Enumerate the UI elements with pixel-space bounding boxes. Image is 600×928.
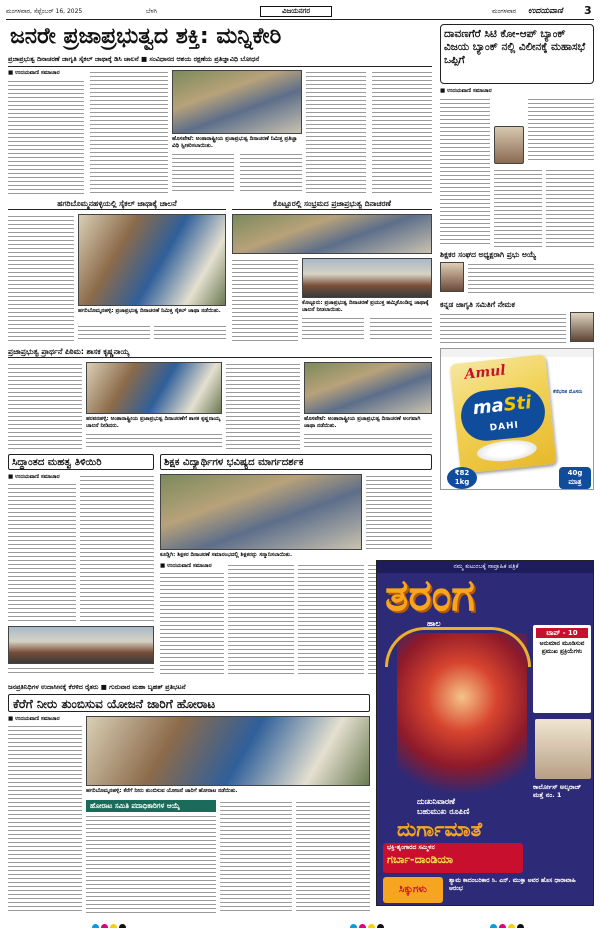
siddhanta-headline: ಸಿದ್ಧಾಂತದ ಮಹತ್ವ ತಿಳಿಯಿರಿ bbox=[8, 454, 154, 470]
portrait-photo-1 bbox=[494, 126, 524, 164]
registration-marks-mid bbox=[350, 916, 386, 928]
cycle-text-col-1 bbox=[8, 214, 74, 342]
amul-tagline: ಕೆನೆಭರಿತ ಮೊಸರು bbox=[553, 389, 583, 395]
taranga-bottom-right: ಶ್ಯಾಮ ಕಾದಂಬರಿಕಾರ ಸಿ. ಎನ್. ಮುಕ್ತಾ ಅವರ ಹೊಸ ಧಾರಾವಾಹಿ ಆರಂಭ bbox=[449, 877, 576, 892]
amul-price-badge-2 bbox=[559, 467, 591, 489]
brief-teacher-title: ಶಿಕ್ಷಕರ ಸಂಘದ ಅಧ್ಯಕ್ಷರಾಗಿ ಪ್ರಭು ಅಯ್ಯೆ bbox=[440, 250, 537, 259]
kottur-photo bbox=[232, 214, 432, 254]
kottur-caption: ಕೊಟ್ಟೂರು: ಪ್ರಜಾಪ್ರಭುತ್ವ ದಿನಾಚರಣೆ ಪ್ರಯುಕ್ತ ಹಮ್ಮಿಕೊಂಡಿದ್ದ ಜಾಥಾಕ್ಕೆ ಚಾಲನೆ ನೀಡಲಾಯಿತು. bbox=[302, 300, 429, 313]
shikshaka-byline: ■ ಉದಯವಾಣಿ ಸಮಾಚಾರ bbox=[160, 563, 212, 569]
shikshaka-text-col-3 bbox=[228, 563, 294, 676]
cyan-dot-icon bbox=[92, 924, 99, 928]
taranga-top10-box bbox=[533, 625, 591, 713]
right-text-col-2 bbox=[494, 168, 542, 247]
black-dot-icon bbox=[517, 924, 524, 928]
siddhanta-byline: ■ ಉದಯವಾಣಿ ಸಮಾಚಾರ bbox=[8, 474, 60, 480]
lead-text-col-6 bbox=[372, 70, 432, 194]
yellow-dot-icon bbox=[508, 924, 515, 928]
taranga-goddess: ದುರ್ಗಾಮಾತೆ bbox=[397, 817, 482, 841]
lake-caption: ಹಗರಿಬೊಮ್ಮನಹಳ್ಳಿ: ಕೆರೆಗೆ ನೀರು ತುಂಬಿಸುವ ಯೋಜನೆ ಜಾರಿಗೆ ಹೋರಾಟ ನಡೆಯಿತು. bbox=[86, 788, 238, 794]
taranga-inline2: ಬಹುಮುಖ ರೂಪಿಣಿ bbox=[417, 807, 470, 816]
brief-kannada-text bbox=[440, 312, 566, 344]
masthead bbox=[6, 6, 594, 18]
honors-text bbox=[86, 814, 216, 914]
shikshaka-headline: ಶಿಕ್ಷಕ ವಿದ್ಯಾರ್ಥಿಗಳ ಭವಿಷ್ಯದ ಮಾರ್ಗದರ್ಶಕ bbox=[160, 454, 432, 470]
right-text-col-4 bbox=[546, 168, 594, 247]
portrait-photo-2 bbox=[440, 262, 464, 292]
dahi-bowl-icon bbox=[476, 438, 538, 464]
cycle-photo bbox=[78, 214, 226, 306]
lead-text-col-2 bbox=[90, 70, 168, 194]
lead-text-col-3 bbox=[172, 152, 234, 194]
lead-headline: ಜನರೇ ಪ್ರಜಾಪ್ರಭುತ್ವದ ಶಕ್ತಿ: ಮನ್ನಿಕೇರಿ bbox=[10, 24, 282, 49]
temple-arch bbox=[385, 627, 531, 667]
magenta-dot-icon bbox=[101, 924, 108, 928]
kottur-text-col-3 bbox=[370, 316, 432, 342]
amul-ad-topbar bbox=[441, 349, 594, 357]
lead-caption: ಹೊಸಪೇಟೆ: ಅಂತಾರಾಷ್ಟ್ರೀಯ ಪ್ರಜಾಪ್ರಭುತ್ವ ದಿನಾಚರಣೆ ನಿಮಿತ್ತ ಪ್ರತಿಜ್ಞಾ ವಿಧಿ ಸ್ವೀಕರಿಸಲಾಯಿತು. bbox=[172, 136, 298, 149]
right-top-headline: ದಾವಣಗೆರೆ ಸಿಟಿ ಕೋ-ಆಪ್ ಬ್ಯಾಂಕ್ ವಿಜಯ ಬ್ಯಾಂಕ್ ನಲ್ಲಿ ವಿಲೀನಕ್ಕೆ ಮಹಾಸಭೆ ಒಪ್ಪಿಗೆ bbox=[444, 28, 586, 66]
lead-rule bbox=[8, 66, 432, 67]
lake-text-col-1 bbox=[8, 724, 82, 914]
kottur-text-col-2 bbox=[302, 316, 364, 342]
lead-text-col-5 bbox=[306, 70, 366, 194]
amul-variant: DAHI bbox=[489, 420, 520, 434]
lake-byline: ■ ಉದಯವಾಣಿ ಸಮಾಚಾರ bbox=[8, 716, 60, 722]
cycle-text-col-2 bbox=[78, 324, 150, 342]
section-harpanahalli-title: ಪ್ರಜಾಪ್ರಭುತ್ವ ಪ್ರಾರ್ಥನೆ ಪಿಠಿಮ: ಶಾಸಕ ಕೃಷ್ಣನಾಯ್ಕ bbox=[8, 346, 432, 358]
amul-pouch bbox=[450, 354, 557, 473]
section-tag: ವಿಜಯನಗರ bbox=[260, 6, 332, 17]
taranga-feature-box bbox=[383, 843, 523, 873]
cyan-dot-icon bbox=[350, 924, 357, 928]
lead-text-col-4 bbox=[240, 152, 302, 194]
right-text-col-3 bbox=[528, 97, 594, 163]
page-number: 3 bbox=[584, 4, 592, 17]
amul-product-a: ma bbox=[471, 394, 505, 420]
black-dot-icon bbox=[119, 924, 126, 928]
siddhanta-photo bbox=[8, 626, 154, 664]
amul-size-1: 1kg bbox=[454, 478, 470, 486]
amul-price-badge-1 bbox=[447, 467, 477, 489]
section-kottur-title: ಕೊಟ್ಟೂರಲ್ಲಿ ಸಂಭ್ರಮದ ಪ್ರಜಾಪ್ರಭುತ್ವ ದಿನಾಚರಣೆ bbox=[232, 198, 432, 210]
siddhanta-text-col-2 bbox=[80, 474, 154, 622]
amul-product-badge bbox=[459, 385, 548, 444]
amul-price-2: 40g bbox=[567, 469, 583, 477]
harp-caption-1: ಹರಪನಹಳ್ಳಿ: ಅಂತಾರಾಷ್ಟ್ರೀಯ ಪ್ರಜಾಪ್ರಭುತ್ವ ದಿನಾಚರಣೆಗೆ ಶಾಸಕ ಕೃಷ್ಣನಾಯ್ಕ ಚಾಲನೆ ನೀಡಿದರು. bbox=[86, 416, 221, 429]
harp-text-col-2 bbox=[86, 432, 222, 450]
taranga-inline1: ದುಃಖನಿವಾರಣೆ bbox=[417, 797, 455, 806]
taranga-title: ತರಂಗ bbox=[385, 570, 475, 621]
shikshaka-text-col-1 bbox=[366, 474, 432, 550]
taranga-bottom-left: ಸಿಕ್ಕುಗಳು bbox=[383, 877, 443, 903]
harp-photo-2 bbox=[304, 362, 432, 414]
harp-text-col-3 bbox=[226, 362, 300, 450]
yellow-dot-icon bbox=[368, 924, 375, 928]
cycle-text-col-3 bbox=[154, 324, 226, 342]
amul-ad[interactable] bbox=[440, 348, 594, 490]
taranga-ad[interactable] bbox=[376, 560, 594, 906]
lake-text-col-3 bbox=[296, 800, 370, 914]
taranga-top10-desc: ಅನುಮಾನ ಮೂಡಿಸುವ ಪ್ರಮುಖ ಪ್ರಕ್ರಿಯೆಗಳು bbox=[539, 640, 585, 655]
amul-size-2: ಮಾತ್ರ bbox=[568, 478, 582, 486]
section-cycle-title: ಹಗರಿಬೊಮ್ಮನಹಳ್ಳಿಯಲ್ಲಿ ಸೈಕಲ್ ಜಾಥಾಕ್ಕೆ ಚಾಲನೆ bbox=[8, 198, 226, 210]
honors-headline: ಹೋರಾಟ ಸಮಿತಿ ಪದಾಧಿಕಾರಿಗಳ ಆಯ್ಕೆ bbox=[86, 800, 216, 812]
lead-text-col-1 bbox=[8, 79, 84, 194]
taranga-feature-kicker: ಭಕ್ತಿ-ಶೃಂಗಾರದ ಸಮ್ಮಿಳನ bbox=[387, 844, 435, 851]
siddhanta-text-col-1 bbox=[8, 482, 76, 622]
masthead-rule bbox=[6, 19, 594, 20]
lake-headline: ಕೆರೆಗೆ ನೀರು ತುಂಬಿಸುವ ಯೋಜನೆ ಜಾರಿಗೆ ಹೋರಾಟ bbox=[8, 694, 370, 712]
lake-kicker: ಜನಪ್ರತಿನಿಧಿಗಳ ಉದಾಸೀನಕ್ಕೆ ಕೆರಳಿದ ರೈತರು ■ ಗುರುವಾರ ಮಹಾ ಬೃಹತ್ ಪ್ರತಿಭಟನೆ bbox=[8, 683, 186, 691]
brief-kannada-title: ಕನ್ನಡ ಜಾಗೃತಿ ಸಮಿತಿಗೆ ನೇಮಕ bbox=[440, 300, 515, 309]
masthead-day: ಮಂಗಳವಾರ bbox=[492, 8, 517, 15]
lead-photo bbox=[172, 70, 302, 134]
kottur-photo-2 bbox=[302, 258, 432, 298]
brief-teacher-text bbox=[468, 262, 594, 296]
taranga-feature: ಗರ್ಬಾ-ದಾಂಡಿಯಾ bbox=[387, 853, 454, 866]
harp-caption-2: ಹೊಸಪೇಟೆ: ಅಂತಾರಾಷ್ಟ್ರೀಯ ಪ್ರಜಾಪ್ರಭುತ್ವ ದಿನಾಚರಣೆ ಅಂಗವಾಗಿ ಜಾಥಾ ನಡೆಯಿತು. bbox=[304, 416, 421, 429]
magenta-dot-icon bbox=[499, 924, 506, 928]
right-text-col-1 bbox=[440, 97, 490, 247]
taranga-side-photo bbox=[535, 719, 591, 779]
taranga-subtitle: ಹಾಲ bbox=[427, 619, 441, 628]
siddhanta-caption-lines bbox=[8, 666, 154, 676]
right-top-byline: ■ ಉದಯವಾಣಿ ಸಮಾಚಾರ bbox=[440, 88, 492, 94]
lead-subhead: ಪ್ರಜಾಪ್ರಭುತ್ವ ದಿನಾಚರಣೆ ಜಾಗೃತಿ ಸೈಕಲ್ ಜಾಥಾಕ್ಕೆ ಡಿಸಿ ಚಾಲನೆ ■ ಸಂವಿಧಾನದ ಆಶಯ ರಕ್ಷಣೆಯ ಪ್ರತಿಜ್ಞಾವಿಧಿ ಬೋಧನೆ bbox=[8, 55, 260, 63]
lead-story-columns bbox=[8, 70, 168, 194]
registration-marks-left bbox=[92, 916, 128, 928]
harp-photo-1 bbox=[86, 362, 222, 414]
right-top-headline-box bbox=[440, 24, 594, 84]
amul-logo: Amul bbox=[463, 362, 507, 383]
amul-price-1: ₹82 bbox=[454, 469, 470, 477]
taranga-side-text: ಕಾರ್ಲೋಸ್ ಅಲ್ಕರಾಜ್ ಮತ್ತೆ ನಂ. 1 bbox=[533, 783, 582, 799]
yellow-dot-icon bbox=[110, 924, 117, 928]
lead-byline: ■ ಉದಯವಾಣಿ ಸಮಾಚಾರ bbox=[8, 70, 60, 76]
registration-marks-right bbox=[490, 916, 526, 928]
amul-product-b: Sti bbox=[502, 392, 533, 416]
harp-text-col-4 bbox=[304, 432, 432, 450]
kottur-text-col-1 bbox=[232, 258, 298, 342]
lake-text-col-2 bbox=[220, 800, 292, 914]
edition-label: ಬೆಳಗಿ bbox=[146, 8, 157, 15]
taranga-topline: ನಮ್ಮ ಕುಟುಂಬಕ್ಕೆ ಸಾಪ್ತಾಹಿಕ ಪತ್ರಿಕೆ bbox=[377, 561, 594, 573]
issue-date: ಮಂಗಳವಾರ, ಸೆಪ್ಟೆಂಬರ್ 16, 2025 bbox=[6, 8, 83, 15]
masthead-brand: ಉದಯವಾಣಿ bbox=[528, 6, 563, 15]
shikshaka-photo bbox=[160, 474, 362, 550]
portrait-photo-3 bbox=[570, 312, 594, 342]
cycle-caption: ಹಗರಿಬೊಮ್ಮನಹಳ್ಳಿ: ಪ್ರಜಾಪ್ರಭುತ್ವ ದಿನಾಚರಣೆ ನಿಮಿತ್ತ ಸೈಕಲ್ ಜಾಥಾ ನಡೆಯಿತು. bbox=[78, 308, 221, 314]
cyan-dot-icon bbox=[490, 924, 497, 928]
shikshaka-caption: ಕೂಡ್ಲಿಗಿ: ಶಿಕ್ಷಕರ ದಿನಾಚರಣೆ ಸಮಾರಂಭದಲ್ಲಿ ಶಿಕ್ಷಕರನ್ನು ಸನ್ಮಾನಿಸಲಾಯಿತು. bbox=[160, 552, 293, 558]
taranga-top10: ಟಾಪ್ - 10 bbox=[536, 628, 588, 638]
magenta-dot-icon bbox=[359, 924, 366, 928]
shikshaka-text-col-4 bbox=[298, 563, 364, 676]
shikshaka-text-col-2 bbox=[160, 571, 224, 676]
harp-text-col-1 bbox=[8, 362, 82, 450]
lake-photo bbox=[86, 716, 370, 786]
black-dot-icon bbox=[377, 924, 384, 928]
